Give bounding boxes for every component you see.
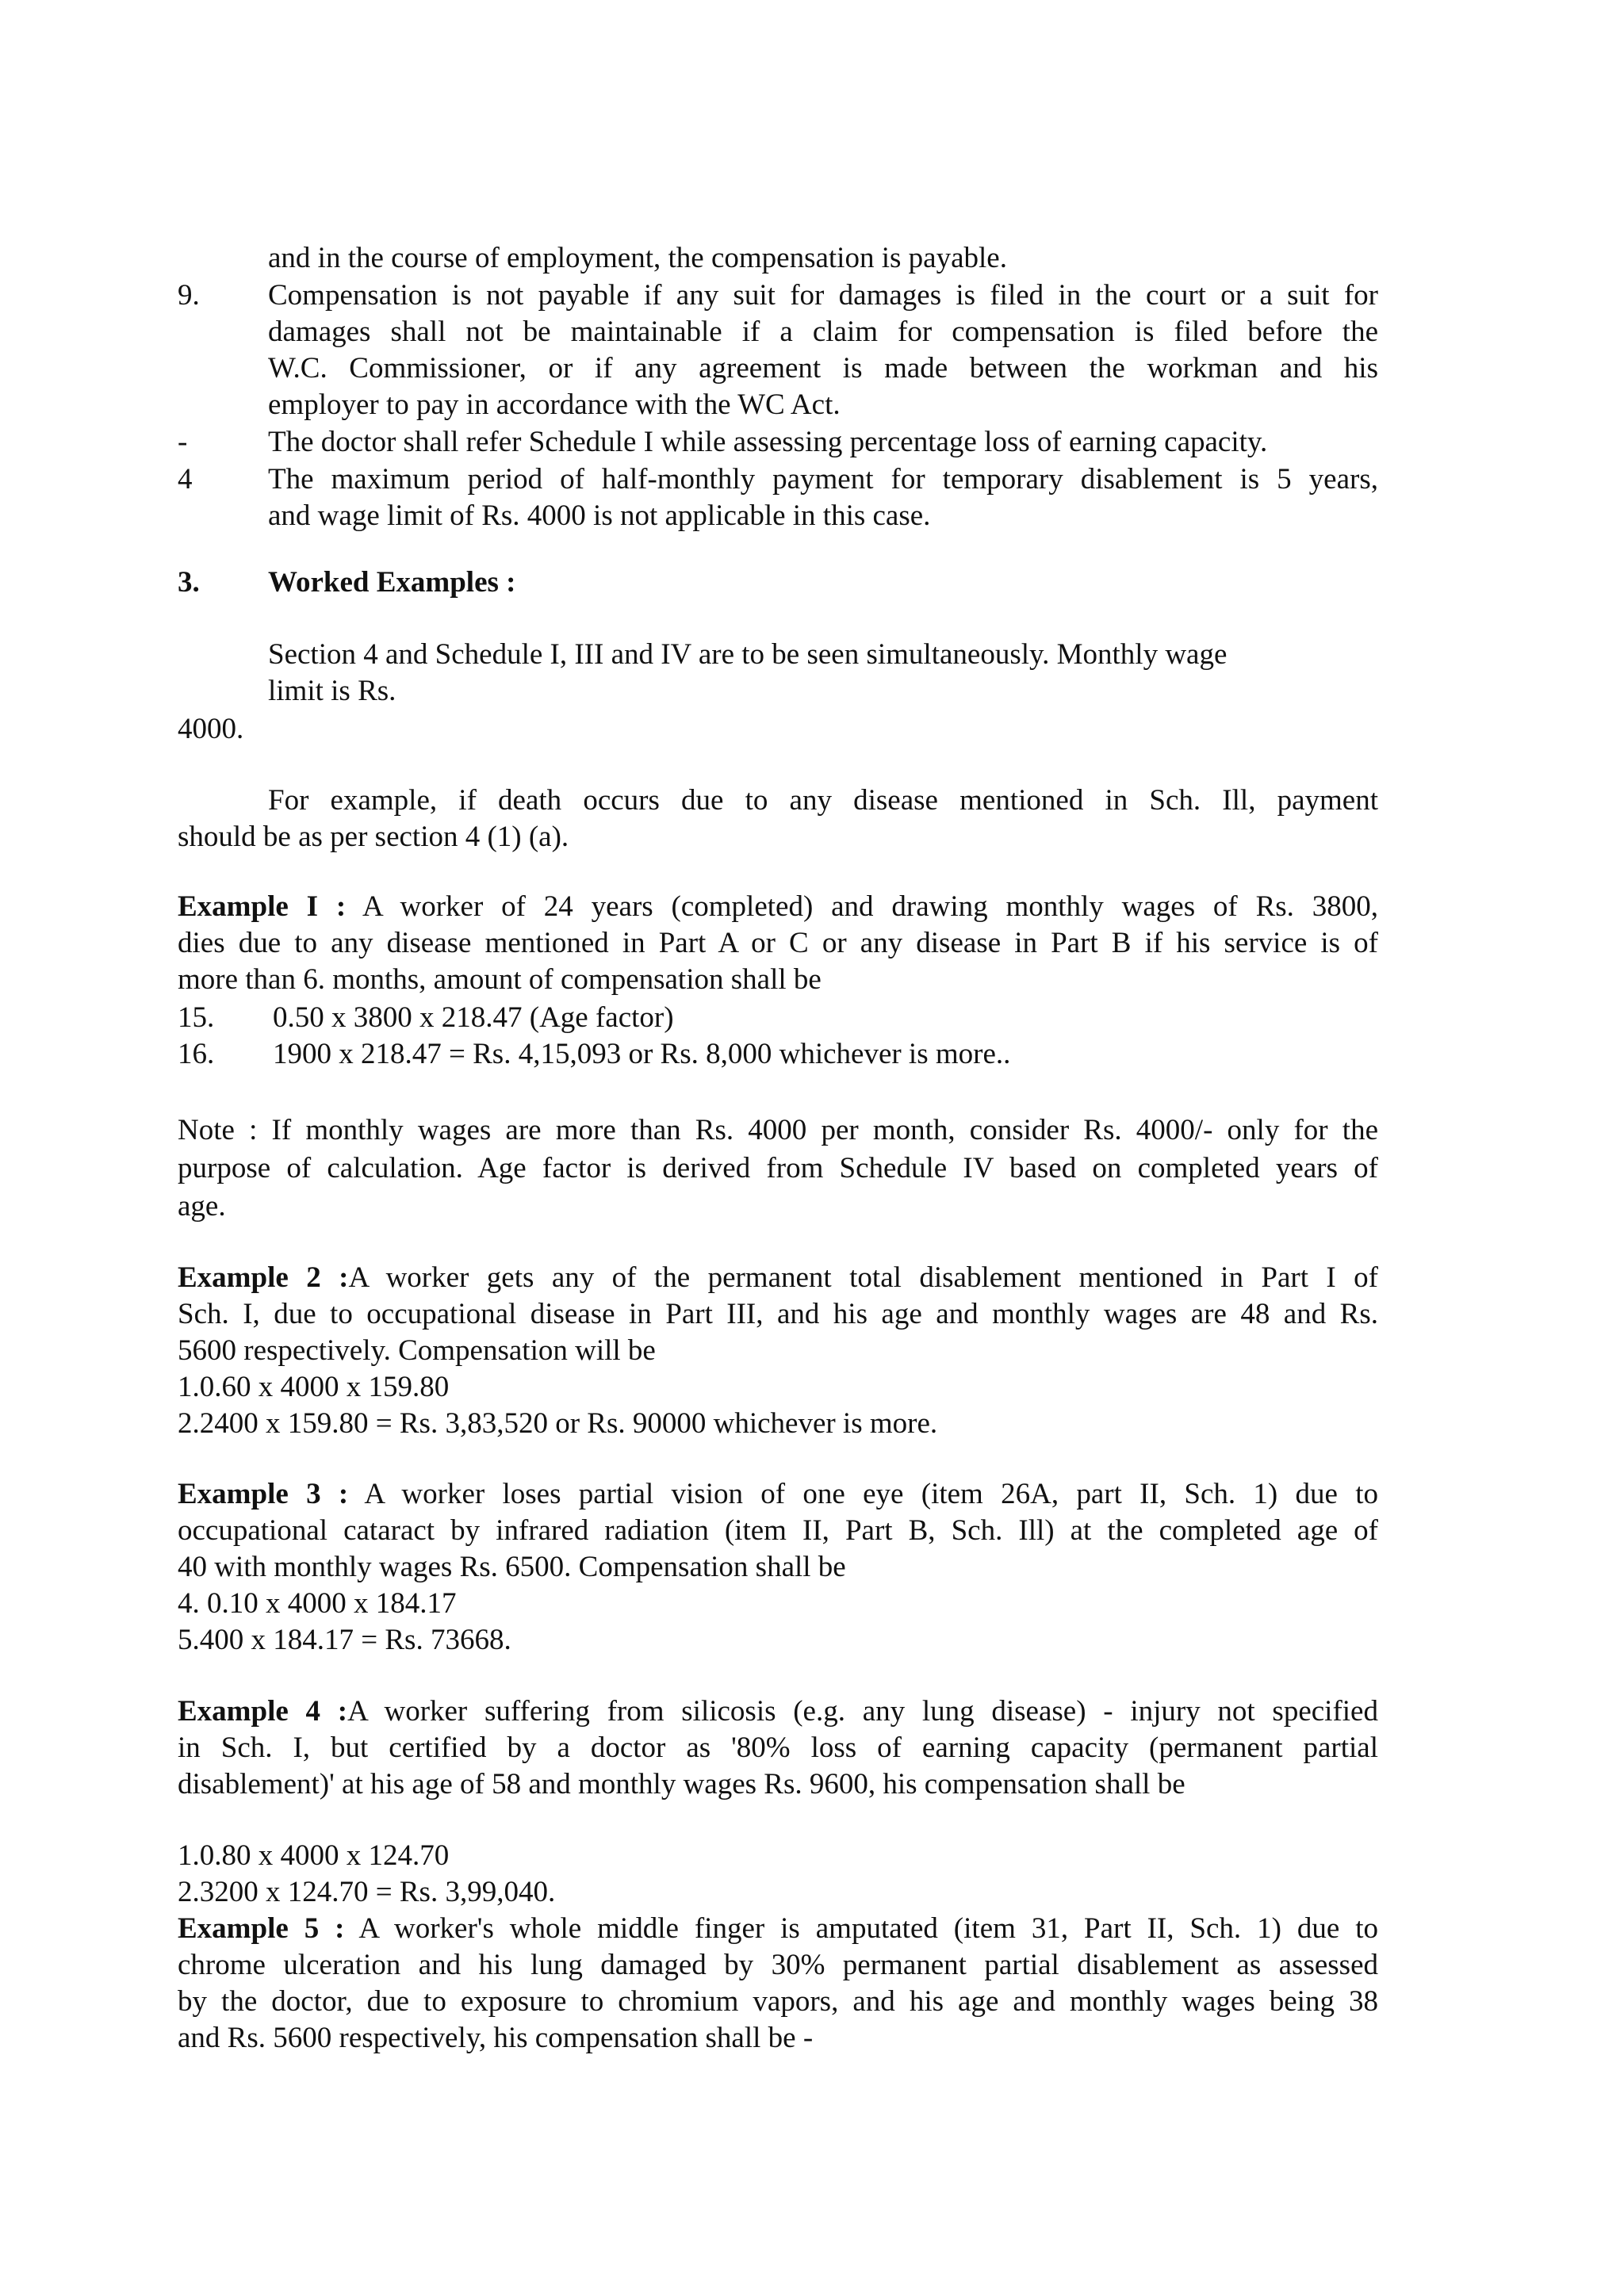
note-line: age. [178, 1190, 226, 1223]
example-text: A worker of 24 years (completed) and drawing monthly wages of Rs. 3800, [346, 890, 1379, 923]
example-label: Example 2 : [178, 1261, 349, 1294]
item-text-line: The maximum period of half-monthly payment for temporary disablement is 5 years, [268, 463, 1378, 496]
section-title: Worked Examples : [268, 566, 516, 599]
example-5-first-line [178, 1911, 1378, 1947]
calc-number: 16. [178, 1038, 215, 1070]
calc-line: 2.3200 x 124.70 = Rs. 3,99,040. [178, 1876, 556, 1908]
example-line: and Rs. 5600 respectively, his compensation shall be - [178, 2022, 814, 2054]
calc-line: 4. 0.10 x 4000 x 184.17 [178, 1587, 457, 1620]
section-number: 3. [178, 566, 200, 599]
calc-line: 1.0.60 x 4000 x 159.80 [178, 1371, 450, 1403]
item-text-line: W.C. Commissioner, or if any agreement is made between the workman and his [268, 352, 1378, 385]
calc-number: 15. [178, 1001, 215, 1034]
wage-limit-value: 4000. [178, 713, 244, 745]
example-text: A worker's whole middle finger is amputated (item 31, Part II, Sch. 1) due to [344, 1912, 1378, 1945]
example-label: Example I : [178, 890, 347, 923]
item-text-line: employer to pay in accordance with the WC Act. [268, 388, 841, 421]
item-text-line: Compensation is not payable if any suit for damages is filed in the court or a suit for [268, 279, 1378, 312]
example-line: in Sch. I, but certified by a doctor as '80% loss of earning capacity (permanent partial [178, 1732, 1378, 1764]
item-text-line: damages shall not be maintainable if a claim for compensation is filed before the [268, 316, 1378, 348]
example-text: A worker suffering from silicosis (e.g. any lung disease) - injury not specified [347, 1695, 1378, 1728]
item-text-line: and wage limit of Rs. 4000 is not applicable in this case. [268, 499, 931, 532]
section-intro-line: limit is Rs. [268, 675, 396, 707]
example-line: dies due to any disease mentioned in Part A or C or any disease in Part B if his service is of [178, 927, 1378, 959]
item-text-line: The doctor shall refer Schedule I while assessing percentage loss of earning capacity. [268, 426, 1268, 458]
example-1-first-line [178, 889, 1378, 925]
item-marker: 4 [178, 463, 193, 496]
example-line: chrome ulceration and his lung damaged by 30% permanent partial disablement as assessed [178, 1949, 1378, 1981]
example-text: A worker gets any of the permanent total disablement mentioned in Part I of [348, 1261, 1378, 1294]
example-line: occupational cataract by infrared radiation (item II, Part B, Sch. Ill) at the completed age of [178, 1514, 1378, 1547]
example-line: disablement)' at his age of 58 and monthly wages Rs. 9600, his compensation shall be [178, 1768, 1185, 1800]
example-3-first-line [178, 1476, 1378, 1513]
example-label: Example 3 : [178, 1478, 349, 1510]
example-line: more than 6. months, amount of compensation shall be [178, 963, 822, 996]
note-line: Note : If monthly wages are more than Rs. 4000 per month, consider Rs. 4000/- only for the [178, 1114, 1378, 1146]
example-label: Example 4 : [178, 1695, 348, 1728]
example-4-first-line [178, 1693, 1378, 1730]
item-marker: 9. [178, 279, 200, 312]
paragraph-line: should be as per section 4 (1) (a). [178, 821, 569, 853]
example-line: by the doctor, due to exposure to chromium vapors, and his age and monthly wages being 38 [178, 1985, 1378, 2018]
example-line: 40 with monthly wages Rs. 6500. Compensation shall be [178, 1551, 846, 1583]
intro-line: and in the course of employment, the compensation is payable. [268, 242, 1007, 274]
calc-line: 1900 x 218.47 = Rs. 4,15,093 or Rs. 8,000 whichever is more.. [273, 1038, 1011, 1070]
example-text: A worker loses partial vision of one eye (item 26A, part II, Sch. 1) due to [348, 1478, 1379, 1510]
example-label: Example 5 : [178, 1912, 345, 1945]
example-2-first-line [178, 1260, 1378, 1296]
item-marker: - [178, 426, 188, 458]
calc-line: 0.50 x 3800 x 218.47 (Age factor) [273, 1001, 674, 1034]
example-line: Sch. I, due to occupational disease in Part III, and his age and monthly wages are 48 and Rs. [178, 1298, 1378, 1330]
calc-line: 1.0.80 x 4000 x 124.70 [178, 1839, 450, 1872]
example-line: 5600 respectively. Compensation will be [178, 1334, 656, 1367]
calc-line: 5.400 x 184.17 = Rs. 73668. [178, 1624, 511, 1656]
note-line: purpose of calculation. Age factor is derived from Schedule IV based on completed years of [178, 1152, 1378, 1184]
calc-line: 2.2400 x 159.80 = Rs. 3,83,520 or Rs. 90000 whichever is more. [178, 1407, 938, 1440]
paragraph-line: For example, if death occurs due to any disease mentioned in Sch. Ill, payment [268, 784, 1378, 817]
section-intro-line: Section 4 and Schedule I, III and IV are to be seen simultaneously. Monthly wage [268, 638, 1228, 671]
